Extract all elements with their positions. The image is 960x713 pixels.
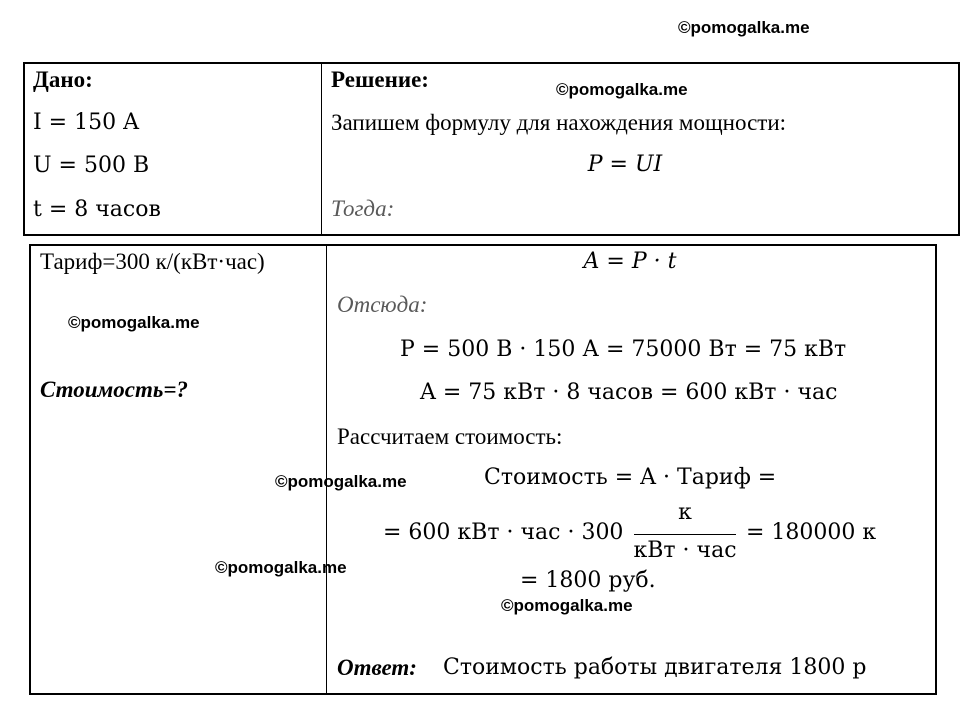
fraction <box>632 500 738 568</box>
answer-label: Ответ: <box>337 655 417 680</box>
bottom-table-divider <box>326 244 327 695</box>
given-voltage: U = 500 В <box>33 153 150 178</box>
fraction-denominator: кВт · час <box>633 538 737 563</box>
cost-calc-left: = 600 кВт · час · 300 <box>383 520 624 545</box>
fraction-bar <box>634 534 736 535</box>
solution-title: Решение: <box>331 67 429 92</box>
watermark: ©pomogalka.me <box>215 558 347 577</box>
given-title: Дано: <box>33 67 93 92</box>
cost-formula: Стоимость = A · Тариф = <box>484 465 777 490</box>
top-table <box>23 62 960 236</box>
solution-then: Тогда: <box>331 196 395 221</box>
given-tariff: Тариф=300 к/(кВт·час) <box>40 249 265 274</box>
fraction-numerator: к <box>678 500 692 525</box>
given-time: t = 8 часов <box>33 197 161 222</box>
solution-hence: Отсюда: <box>337 292 428 317</box>
answer-text: Стоимость работы двигателя 1800 р <box>443 655 867 680</box>
cost-result: = 1800 руб. <box>520 568 656 593</box>
watermark: ©pomogalka.me <box>68 313 200 332</box>
watermark: ©pomogalka.me <box>501 596 633 615</box>
watermark: ©pomogalka.me <box>556 80 688 99</box>
watermark: ©pomogalka.me <box>275 472 407 491</box>
cost-calc-right: = 180000 к <box>746 520 877 545</box>
cost-intro: Рассчитаем стоимость: <box>337 424 563 449</box>
calc-power: P = 500 В · 150 А = 75000 Вт = 75 кВт <box>400 337 847 362</box>
solution-intro: Запишем формулу для нахождения мощности: <box>331 110 787 135</box>
given-current: I = 150 A <box>33 110 139 135</box>
top-table-divider <box>321 62 322 236</box>
given-unknown: Стоимость=? <box>40 377 189 402</box>
formula-power: P = UI <box>587 152 663 177</box>
calc-work: A = 75 кВт · 8 часов = 600 кВт · час <box>420 380 838 405</box>
watermark: ©pomogalka.me <box>678 18 810 37</box>
bottom-table <box>29 244 937 695</box>
formula-work: A = P · t <box>583 249 677 274</box>
